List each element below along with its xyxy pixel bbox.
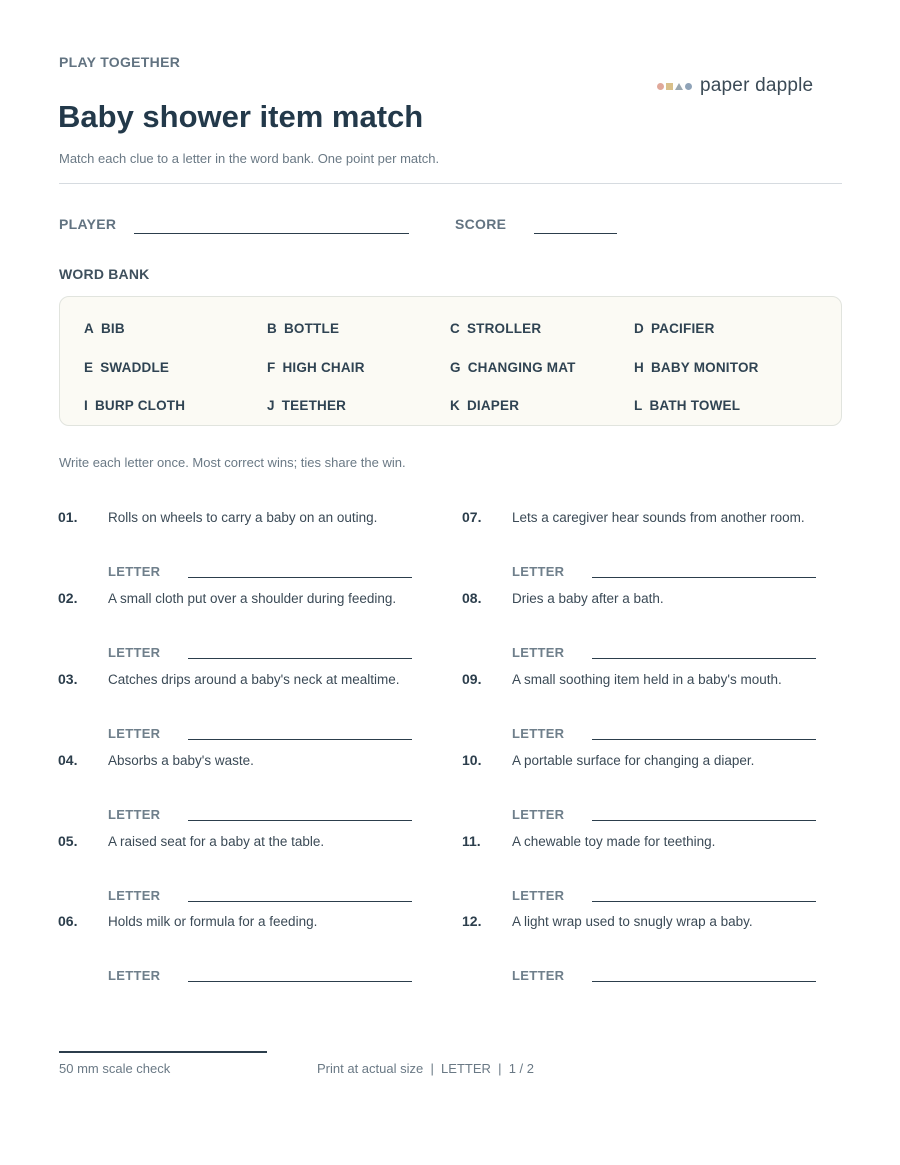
question-number: 12. [462, 913, 482, 929]
word-bank-item: J TEETHER [267, 398, 347, 413]
word-bank-item: K DIAPER [450, 398, 520, 413]
question-number: 06. [58, 913, 78, 929]
word-bank-item: I BURP CLOTH [84, 398, 186, 413]
word-bank-item: G CHANGING MAT [450, 360, 576, 375]
question-clue: Dries a baby after a bath. [512, 591, 664, 606]
question-clue: Absorbs a baby's waste. [108, 753, 254, 768]
question-clue: A small cloth put over a shoulder during feeding. [108, 591, 397, 606]
letter-answer-field[interactable] [592, 658, 816, 659]
word-bank-label: WORD BANK [59, 266, 150, 282]
brand-name: paper dapple [700, 75, 814, 96]
letter-answer-field[interactable] [592, 739, 816, 740]
score-label: SCORE [455, 216, 507, 232]
question-clue: Lets a caregiver hear sounds from another room. [512, 510, 805, 525]
question-number: 03. [58, 671, 78, 687]
word-bank-item: E SWADDLE [84, 360, 170, 375]
letter-answer-field[interactable] [592, 981, 816, 982]
question-clue: A chewable toy made for teething. [512, 834, 716, 849]
letter-label: LETTER [512, 968, 565, 983]
instructions: Write each letter once. Most correct wins; ties share the win. [59, 455, 406, 470]
letter-label: LETTER [108, 807, 161, 822]
brand-mark-icon [657, 83, 692, 90]
word-bank-item: D PACIFIER [634, 321, 715, 336]
letter-label: LETTER [108, 968, 161, 983]
letter-label: LETTER [512, 645, 565, 660]
letter-label: LETTER [512, 807, 565, 822]
letter-label: LETTER [108, 726, 161, 741]
page-subtitle: Match each clue to a letter in the word bank. One point per match. [59, 151, 440, 166]
letter-label: LETTER [512, 564, 565, 579]
question-clue: Catches drips around a baby's neck at mealtime. [108, 672, 400, 687]
eyebrow-label: PLAY TOGETHER [59, 54, 181, 70]
question-clue: Rolls on wheels to carry a baby on an outing. [108, 510, 378, 525]
question-clue: A raised seat for a baby at the table. [108, 834, 325, 849]
letter-label: LETTER [108, 645, 161, 660]
question-clue: A small soothing item held in a baby's mouth. [512, 672, 782, 687]
letter-answer-field[interactable] [592, 577, 816, 578]
question-number: 01. [58, 509, 78, 525]
letter-answer-field[interactable] [188, 901, 412, 902]
letter-answer-field[interactable] [592, 820, 816, 821]
question-clue: A portable surface for changing a diaper. [512, 753, 755, 768]
question-number: 11. [462, 833, 481, 849]
page-title: Baby shower item match [58, 99, 424, 134]
question-number: 07. [462, 509, 482, 525]
letter-answer-field[interactable] [188, 577, 412, 578]
letter-answer-field[interactable] [188, 739, 412, 740]
header-divider [59, 183, 842, 184]
letter-label: LETTER [512, 726, 565, 741]
letter-label: LETTER [108, 564, 161, 579]
brand-logo [657, 74, 813, 98]
word-bank-item: B BOTTLE [267, 321, 340, 336]
score-field[interactable] [534, 233, 617, 234]
question-number: 09. [462, 671, 482, 687]
question-number: 05. [58, 833, 78, 849]
player-label: PLAYER [59, 216, 117, 232]
word-bank-item: L BATH TOWEL [634, 398, 741, 413]
scale-check-line [59, 1051, 267, 1053]
question-number: 04. [58, 752, 78, 768]
player-field[interactable] [134, 233, 409, 234]
question-number: 08. [462, 590, 482, 606]
question-number: 10. [462, 752, 482, 768]
word-bank [59, 296, 842, 426]
letter-answer-field[interactable] [592, 901, 816, 902]
print-info: Print at actual size | LETTER | 1 / 2 [317, 1061, 535, 1076]
question-clue: A light wrap used to snugly wrap a baby. [512, 914, 753, 929]
word-bank-item: A BIB [84, 321, 125, 336]
question-number: 02. [58, 590, 78, 606]
word-bank-item: H BABY MONITOR [634, 360, 759, 375]
letter-answer-field[interactable] [188, 820, 412, 821]
letter-label: LETTER [108, 888, 161, 903]
letter-label: LETTER [512, 888, 565, 903]
scale-check-label: 50 mm scale check [59, 1061, 171, 1076]
word-bank-item: F HIGH CHAIR [267, 360, 365, 375]
question-clue: Holds milk or formula for a feeding. [108, 914, 318, 929]
word-bank-item: C STROLLER [450, 321, 542, 336]
letter-answer-field[interactable] [188, 981, 412, 982]
letter-answer-field[interactable] [188, 658, 412, 659]
